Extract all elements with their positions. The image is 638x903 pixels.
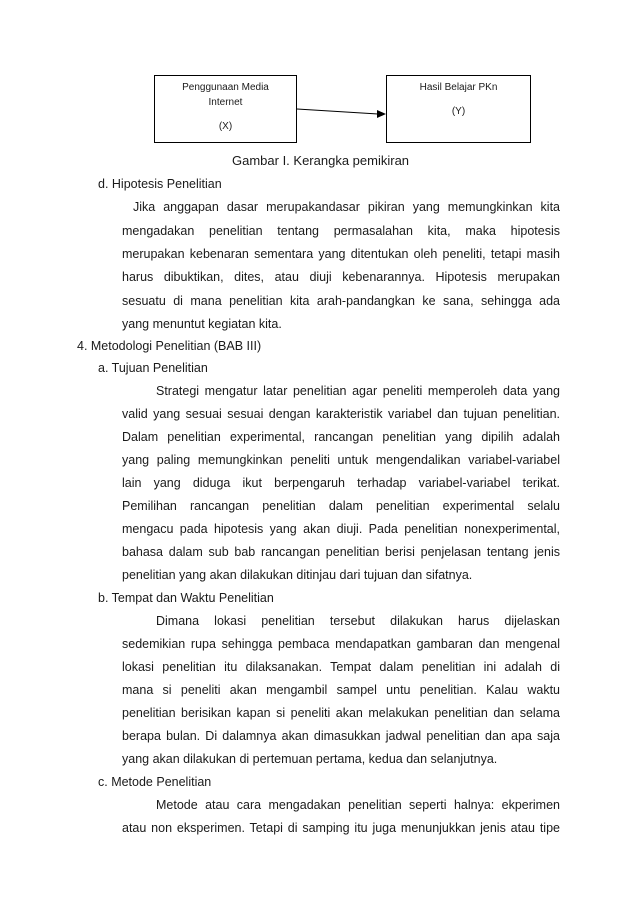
section-b-heading: b. Tempat dan Waktu Penelitian	[98, 591, 274, 605]
section-a-line: Pemilihan rancangan penelitian dalam penelitian experimental selalu	[122, 499, 560, 513]
section-d-line: Jika anggapan dasar merupakandasar pikiran yang memungkinkan kita	[133, 200, 560, 214]
section-c-heading: c. Metode Penelitian	[98, 775, 212, 789]
section-a-line: lain yang diduga ikut berpengaruh terhadap variabel-variabel terikat.	[122, 476, 560, 490]
section-d-line: yang menuntut kegiatan kita.	[122, 317, 282, 331]
section-a-line: Strategi mengatur latar penelitian agar peneliti memperoleh data yang	[156, 384, 560, 398]
box-y-line1: Hasil Belajar PKn	[419, 82, 498, 93]
figure-arrow	[296, 100, 388, 120]
section-b-line: lokasi penelitian itu dilaksanakan. Tempat dalam penelitian ini adalah di	[122, 660, 560, 674]
box-x-line3: (X)	[218, 121, 233, 132]
section-d-line: sesuatu di mana penelitian kita arah-pandangkan ke sana, sehingga ada	[122, 294, 560, 308]
section-b-line: sedemikian rupa sehingga pembaca mendapatkan gambaran dan mengenal	[122, 637, 560, 651]
section-b-line: yang akan dilakukan di pertemuan pertama, kedua dan selanjutnya.	[122, 752, 498, 766]
section-a-line: Dalam penelitian experimental, rancangan penelitian yang dipilih adalah	[122, 430, 560, 444]
section-d-heading: d. Hipotesis Penelitian	[98, 177, 222, 191]
section-4-heading: 4. Metodologi Penelitian (BAB III)	[77, 339, 262, 353]
section-d-line: mengadakan penelitian tentang permasalahan kita, maka hipotesis	[122, 224, 560, 238]
section-a-line: valid yang sesuai sesuai dengan karakteristik variabel dan tujuan penelitian.	[122, 407, 560, 421]
section-d-line: merupakan kebenaran sementara yang ditentukan oleh peneliti, tetapi masih	[122, 247, 560, 261]
section-b-line: mana si peneliti akan mengambil sampel untu penelitian. Kalau waktu	[122, 683, 560, 697]
section-d-line: harus dibuktikan, dites, atau diuji kebenarannya. Hipotesis merupakan	[122, 270, 560, 284]
section-b-line: berapa bulan. Di dalamnya akan dimasukkan jadwal penelitian dan apa saja	[122, 729, 560, 743]
figure-box-y	[386, 75, 531, 143]
figure-caption: Gambar I. Kerangka pemikiran	[232, 153, 410, 168]
box-y-line2: (Y)	[451, 106, 466, 117]
section-a-line: bahasa dalam sub bab rancangan penelitian berisi penjelasan tentang jenis	[122, 545, 560, 559]
section-c-line: atau non eksperimen. Tetapi di samping itu juga menunjukkan jenis atau tipe	[122, 821, 560, 835]
section-c-line: Metode atau cara mengadakan penelitian seperti halnya: ekperimen	[156, 798, 560, 812]
box-x-line1: Penggunaan Media	[182, 82, 269, 93]
section-b-line: penelitian berisikan kapan si peneliti akan melakukan penelitian dan selama	[122, 706, 560, 720]
section-a-line: yang paling memungkinkan peneliti untuk mengendalikan variabel-variabel	[122, 453, 560, 467]
section-b-line: Dimana lokasi penelitian tersebut dilakukan harus dijelaskan	[156, 614, 560, 628]
section-a-line: penelitian yang akan dilakukan ditinjau dari tujuan dan sifatnya.	[122, 568, 473, 582]
section-a-line: mengacu pada hipotesis yang akan diuji. Pada penelitian nonexperimental,	[122, 522, 560, 536]
section-a-heading: a. Tujuan Penelitian	[98, 361, 208, 375]
box-x-line2: Internet	[208, 97, 243, 108]
figure-box-x	[154, 75, 297, 143]
